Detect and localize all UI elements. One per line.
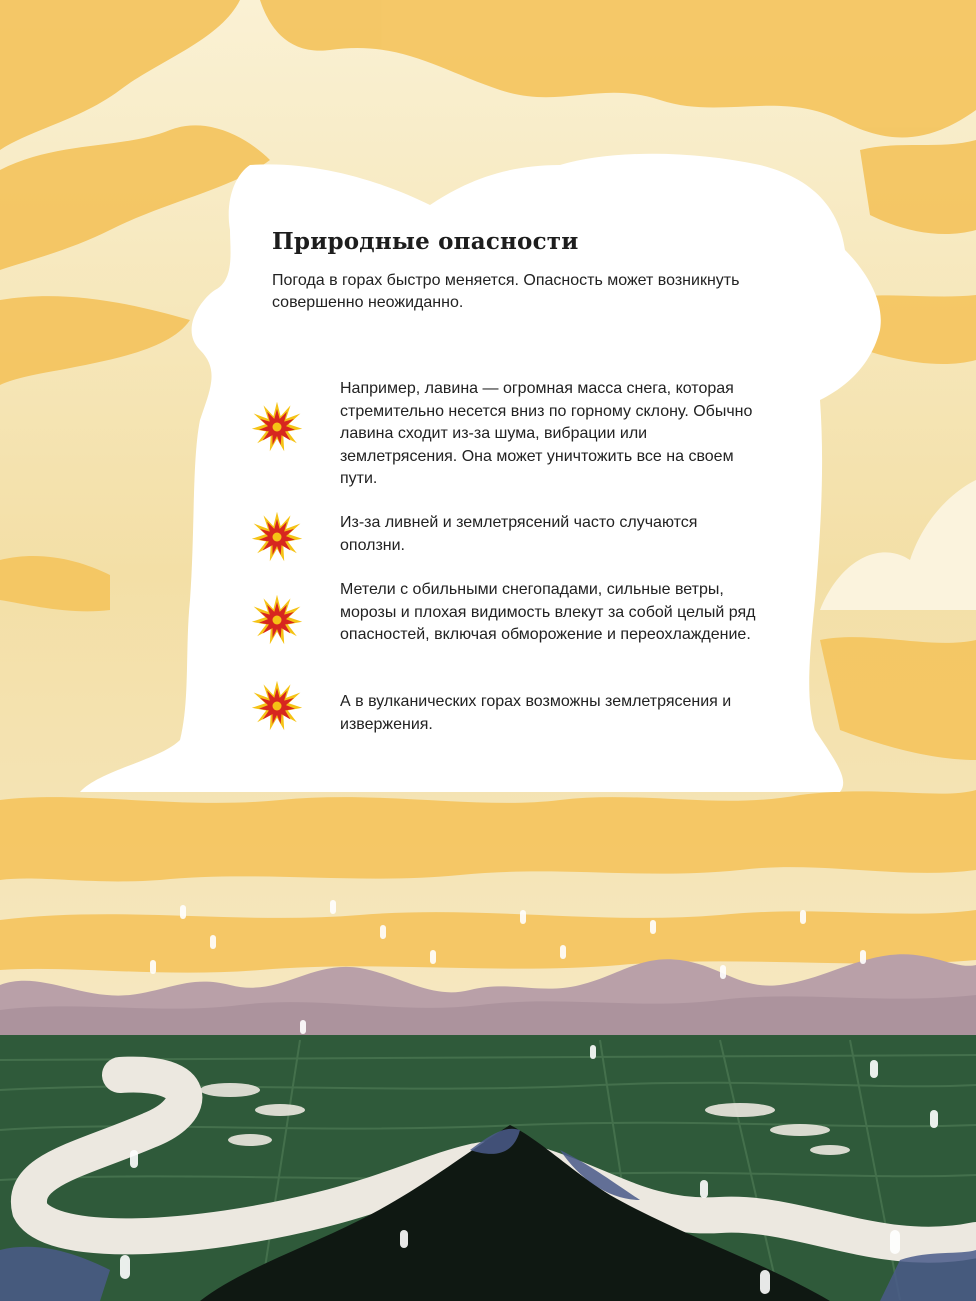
- explosion-icon: [250, 400, 304, 454]
- hazard-text: Метели с обильными снегопадами, сильные ветры, морозы и плохая видимость влекут за собой целый ряд опасностей, включая обморожение и переохлаждение.: [340, 581, 756, 643]
- hazard-text: А в вулканических горах возможны землетрясения и извержения.: [340, 693, 732, 733]
- hazard-text: Например, лавина — огромная масса снега, которая стремительно несется вниз по горному склону. Обычно лавина сходит из-за шума, вибрации или землетрясения. Она может уничтожить все на своем пути.: [340, 380, 753, 487]
- section-title: Природные опасности: [272, 228, 579, 255]
- intro-text: Погода в горах быстро меняется. Опасность может возникнуть совершенно неожиданно.: [272, 272, 740, 311]
- explosion-icon: [250, 510, 304, 564]
- hazard-text: Из-за ливней и землетрясений часто случаются оползни.: [340, 514, 698, 554]
- explosion-icon: [250, 593, 304, 647]
- explosion-icon: [250, 679, 304, 733]
